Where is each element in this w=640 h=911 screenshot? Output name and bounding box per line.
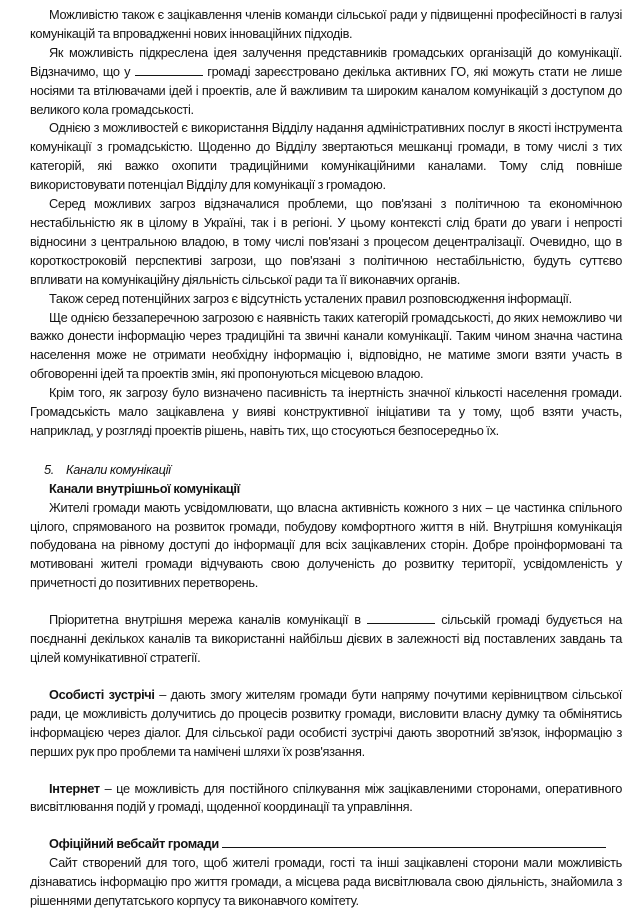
document-page bbox=[30, 0, 622, 909]
paragraph-text-start: Пріоритетна внутрішня мережа каналів комунікації в bbox=[49, 612, 361, 628]
term-internet: Інтернет bbox=[49, 780, 100, 796]
paragraph-residents: Жителі громади мають усвідомлювати, що власна активність кожного з них – це частинка спільного цілого, спрямованого на розвиток громади, побудову комфортного життя в ній. Внутрішня комунікація побудована на рівному доступі до інформації для всіх зацікавлених сторін. Добре проінформовані та мотивовані жителі громади відчувають свою долученість до розвитку території, усвідомленість у причетності до позитивних перетворень. bbox=[30, 499, 622, 591]
paragraph-professionalism: Можливістю також є зацікавлення членів команди сільської ради у підвищенні професійності в галузі комунікацій та впровадженні нових інноваційних підходів. bbox=[30, 7, 622, 41]
paragraph-threats-categories: Ще однією беззаперечною загрозою є наявність таких категорій громадськості, до яких неможливо чи важко донести інформацію через традиційні та звичні канали комунікації. Таким чином значна частина населення може не отримати необхідну інформацію і, відповідно, не матиме змоги взяти участь в обговоренні ідей та проектів змін, які пропонуються місцевою владою. bbox=[30, 309, 622, 382]
paragraph-internet bbox=[30, 780, 622, 818]
community-name-blank-2 bbox=[367, 612, 435, 624]
term-personal-meetings: Особисті зустрічі bbox=[49, 686, 155, 702]
paragraph-admin-services: Однією з можливостей є використання Відділу надання адміністративних послуг в якості інструмента комунікації з громадськістю. Щоденно до Відділу звертаються мешканці громади, в тому числі з тих категорій, які важко охопити традиційними комунікаційними каналами. Тому слід повніше використовувати потенціал Відділу для комунікації з громадою. bbox=[30, 120, 622, 193]
section-title: Канали комунікації bbox=[66, 461, 171, 477]
paragraph-text-start: Як можливість підкреслена ідея залучення представників громадських організацій до комунікації. Відзначимо, що у bbox=[30, 44, 622, 79]
paragraph-text: – це можливість для постійного спілкування між зацікавленими сторонами, оперативного висвітлювання подій у громаді, щоденної координації та управління. bbox=[30, 780, 622, 815]
website-url-blank bbox=[222, 836, 606, 848]
paragraph-personal-meetings bbox=[30, 686, 622, 762]
paragraph-website: Сайт створений для того, щоб жителі громади, гості та інші зацікавлені сторони мали можливість дізнаватись інформацію про життя громади, а місцева рада висвітлювала свою діяльність, знайомила з рішеннями депутатського корпусу та виконавчого комітету. bbox=[30, 855, 622, 909]
paragraph-threats-instability: Серед можливих загроз відзначалися проблеми, що пов'язані з політичною та економічною нестабільністю як в цілому в Україні, так і в регіоні. У цьому контексті слід брати до уваги і непрості відносини з центральною владою, в тому числі пов'язані з процесом децентралізації. Очевидно, що в короткостроковій перспективі загрози, що пов'язані з політичною нестабільністю, будуть суттєво впливати на комунікаційну діяльність сільської ради та її виконавчих органів. bbox=[30, 196, 622, 287]
paragraph-text: – дають змогу жителям громади бути напряму почутими керівництвом сільської ради, це можливість долучитись до процесів розвитку громади, висловити власну думку та обмінятись інформацією через діалог. Для сільської ради особисті зустрічі дають зворотний зв'язок, інформацію з перших рук про проблеми та намічені шляхи їх розв'язання. bbox=[30, 686, 622, 759]
official-website-title bbox=[30, 835, 622, 854]
paragraph-threats-rules: Також серед потенційних загроз є відсутність усталених правил розповсюдження інформації. bbox=[49, 290, 572, 306]
subheading-internal-channels: Канали внутрішньої комунікації bbox=[49, 480, 240, 496]
paragraph-public-organizations bbox=[30, 44, 622, 120]
paragraph-threats-passivity: Крім того, як загрозу було визначено пасивність та інертність значної кількості населення громади. Громадськість мало зацікавлена у вияві конструктивної ініціативи та у тому, щоб взяти участь, наприклад, у розгляді проектів рішень, навіть тих, що стосуються безпосередньо їх. bbox=[30, 385, 622, 438]
community-name-blank bbox=[135, 64, 203, 76]
section-number: 5. bbox=[44, 461, 55, 477]
paragraph-priority-network bbox=[30, 611, 622, 668]
paragraph-text-end: сільській громаді будується на поєднанні декількох каналів та використанні найбільш дієвих в залежності від поставлених завдань та цілей комунікативної стратегії. bbox=[30, 612, 622, 665]
term-official-website: Офіційний вебсайт громади bbox=[49, 836, 219, 852]
section-heading bbox=[30, 461, 622, 480]
paragraph-text-end: громаді зареєстровано декілька активних ГО, які можуть стати не лише носіями та втілювачами ідей і проектів, але й важливим та широким каналом комунікацій з доступом до великого кола громадськості. bbox=[30, 63, 622, 117]
